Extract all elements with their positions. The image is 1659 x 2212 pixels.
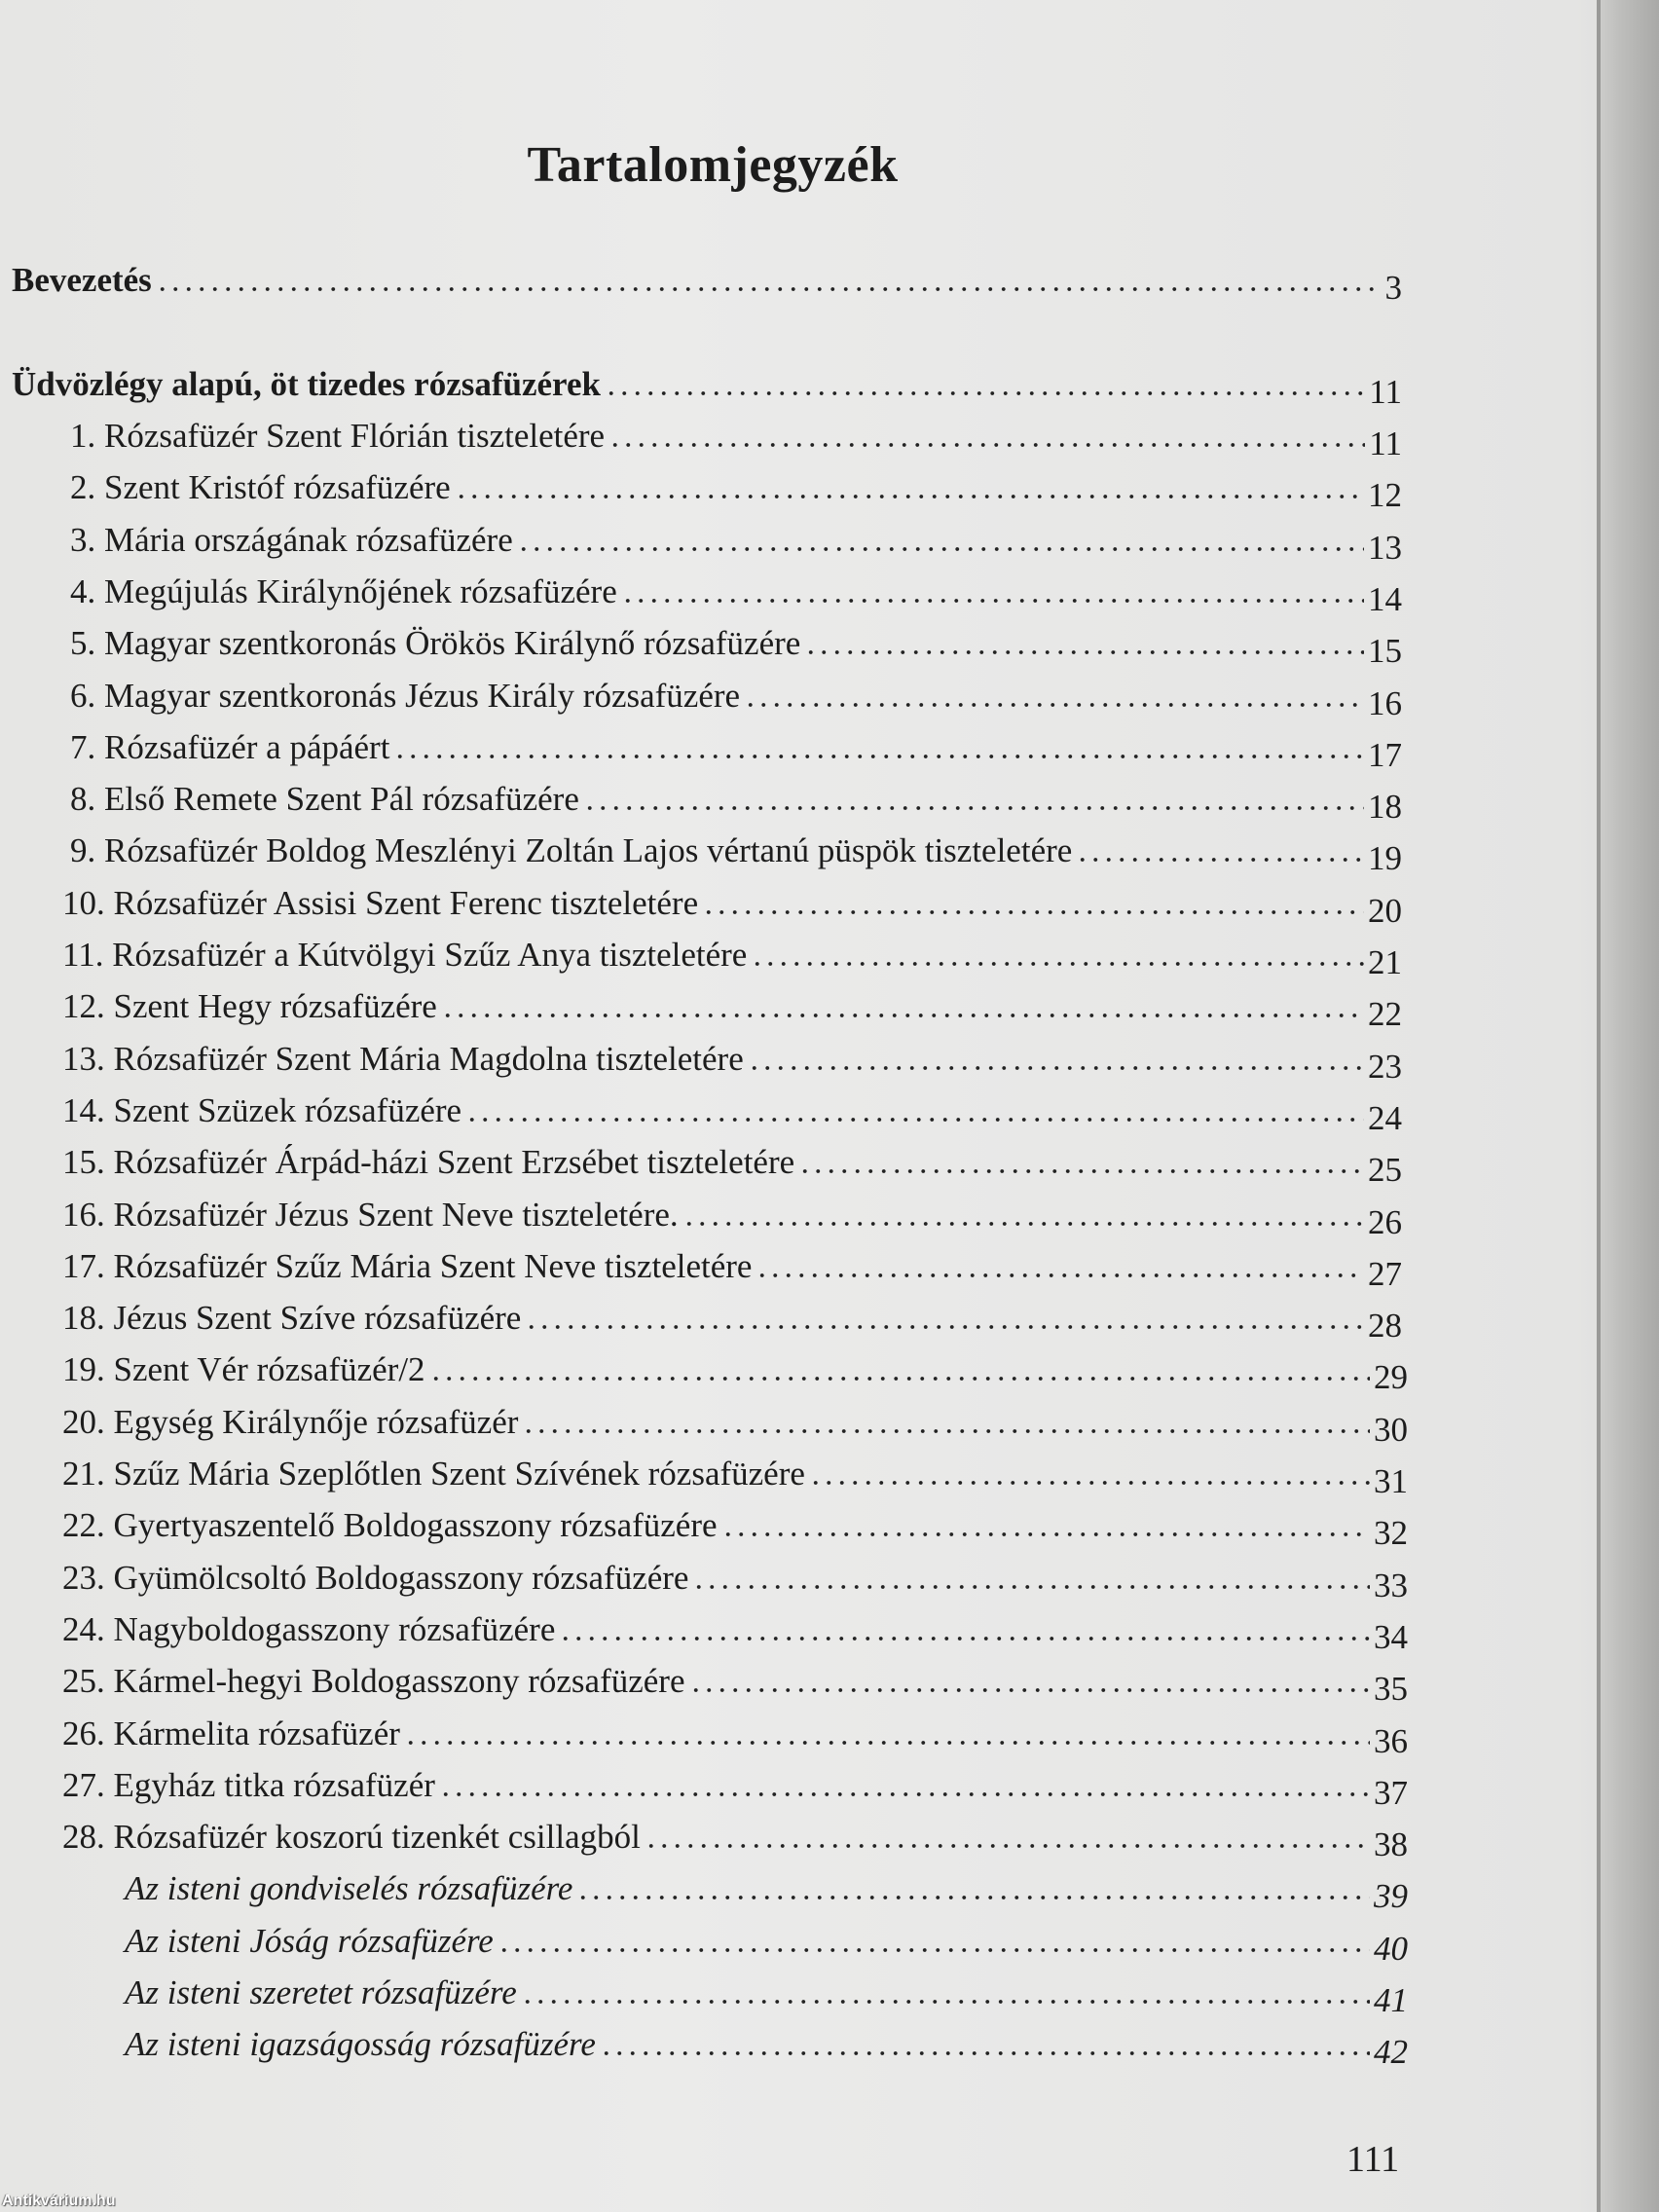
toc-entry[interactable] bbox=[70, 563, 1402, 618]
dot-leader bbox=[576, 1895, 1370, 1900]
toc-entry[interactable] bbox=[62, 1705, 1408, 1760]
toc-label: 19. Szent Vér rózsafüzér/2 bbox=[62, 1350, 425, 1389]
toc-page: 40 bbox=[1374, 1929, 1408, 1968]
toc-page: 13 bbox=[1368, 528, 1402, 567]
toc-label: 15. Rózsafüzér Árpád-házi Szent Erzsébet tiszteletére bbox=[62, 1143, 795, 1182]
toc-page: 24 bbox=[1368, 1098, 1402, 1137]
dot-leader bbox=[429, 1376, 1370, 1382]
toc-page: 31 bbox=[1374, 1462, 1408, 1500]
toc-label: 21. Szűz Mária Szeplőtlen Szent Szívének rózsafüzére bbox=[62, 1455, 805, 1493]
toc-page: 3 bbox=[1384, 269, 1402, 307]
dot-leader bbox=[645, 1843, 1370, 1849]
toc-entry[interactable] bbox=[62, 1808, 1408, 1864]
toc-page: 19 bbox=[1368, 839, 1402, 878]
toc-page: 29 bbox=[1374, 1358, 1408, 1397]
toc-page: 20 bbox=[1368, 891, 1402, 930]
toc-label: 27. Egyház titka rózsafüzér bbox=[62, 1765, 435, 1804]
toc-section-heading[interactable] bbox=[12, 355, 1402, 411]
dot-leader bbox=[393, 754, 1364, 759]
toc-entry[interactable] bbox=[70, 667, 1402, 722]
dot-leader bbox=[748, 1065, 1364, 1071]
toc-page: 37 bbox=[1374, 1773, 1408, 1812]
toc-label: 28. Rózsafüzér koszorú tizenkét csillagból bbox=[62, 1818, 641, 1857]
toc-entry[interactable] bbox=[62, 1549, 1408, 1604]
toc-label: 2. Szent Kristóf rózsafüzére bbox=[70, 468, 451, 507]
dot-leader bbox=[521, 1999, 1370, 2005]
toc-page: 18 bbox=[1368, 788, 1402, 827]
page-title: Tartalomjegyzék bbox=[527, 137, 899, 193]
toc-entry[interactable] bbox=[62, 926, 1402, 981]
toc-label: 5. Magyar szentkoronás Örökös Királynő rózsafüzére bbox=[70, 624, 801, 663]
toc-entry[interactable] bbox=[62, 1186, 1402, 1241]
toc-entry[interactable] bbox=[70, 459, 1402, 515]
toc-label: 3. Mária országának rózsafüzére bbox=[70, 520, 513, 559]
dot-leader bbox=[721, 1531, 1370, 1537]
dot-leader bbox=[525, 1324, 1364, 1330]
toc-entry[interactable] bbox=[62, 1082, 1402, 1137]
toc-label: 11. Rózsafüzér a Kútvölgyi Szűz Anya tiszteletére bbox=[62, 936, 748, 974]
toc-page: 25 bbox=[1368, 1151, 1402, 1190]
adjacent-page-edge bbox=[1597, 0, 1659, 2212]
watermark: Antikvárium.hu bbox=[2, 2193, 116, 2209]
toc-entry[interactable] bbox=[62, 1601, 1408, 1656]
toc-entry[interactable] bbox=[70, 407, 1402, 462]
dot-leader bbox=[798, 1168, 1364, 1174]
toc-page: 23 bbox=[1368, 1047, 1402, 1086]
dot-leader bbox=[751, 961, 1364, 967]
toc-label: Az isteni igazságosság rózsafüzére bbox=[125, 2025, 596, 2064]
toc-entry[interactable] bbox=[62, 1393, 1408, 1449]
toc-label: 9. Rózsafüzér Boldog Meszlényi Zoltán Lajos vértanú püspök tiszteletére bbox=[70, 831, 1073, 870]
toc-page: 16 bbox=[1368, 683, 1402, 722]
toc-entry[interactable] bbox=[70, 770, 1402, 827]
toc-label: 25. Kármel-hegyi Boldogasszony rózsafüzére bbox=[62, 1662, 685, 1701]
dot-leader bbox=[404, 1740, 1370, 1746]
toc-page: 27 bbox=[1368, 1254, 1402, 1293]
toc-sub-entry[interactable] bbox=[125, 2015, 1408, 2072]
dot-leader bbox=[692, 1584, 1370, 1590]
dot-leader bbox=[689, 1687, 1370, 1693]
toc-label: Üdvözlégy alapú, öt tizedes rózsafüzérek bbox=[12, 365, 601, 403]
toc-label: Az isteni szeretet rózsafüzére bbox=[125, 1973, 517, 2011]
toc-label: 26. Kármelita rózsafüzér bbox=[62, 1714, 400, 1752]
toc-label: 4. Megújulás Királynőjének rózsafüzére bbox=[70, 571, 617, 610]
dot-leader bbox=[682, 1221, 1364, 1227]
toc-label: 22. Gyertyaszentelő Boldogasszony rózsafüzére bbox=[62, 1506, 718, 1545]
dot-leader bbox=[156, 286, 1382, 292]
toc-page: 17 bbox=[1368, 735, 1402, 774]
toc-label: 10. Rózsafüzér Assisi Szent Ferenc tiszteletére bbox=[62, 883, 699, 922]
toc-page: 42 bbox=[1374, 2033, 1408, 2072]
toc-label: Bevezetés bbox=[12, 261, 152, 299]
toc-entry[interactable] bbox=[70, 719, 1402, 774]
dot-leader bbox=[455, 494, 1364, 499]
toc-page: 12 bbox=[1368, 476, 1402, 515]
toc-entry[interactable] bbox=[62, 1237, 1402, 1293]
toc-page: 35 bbox=[1374, 1670, 1408, 1709]
dot-leader bbox=[583, 805, 1364, 811]
toc-entry-intro[interactable] bbox=[12, 251, 1402, 307]
toc-entry[interactable] bbox=[62, 1030, 1402, 1086]
toc-entry[interactable] bbox=[62, 874, 1402, 930]
toc-page: 22 bbox=[1368, 995, 1402, 1034]
toc-page: 15 bbox=[1368, 632, 1402, 671]
toc-page: 30 bbox=[1374, 1410, 1408, 1449]
toc-page: 39 bbox=[1374, 1877, 1408, 1916]
toc-label: 1. Rózsafüzér Szent Flórián tiszteletére bbox=[70, 417, 606, 455]
toc-entry[interactable] bbox=[70, 511, 1402, 567]
dot-leader bbox=[756, 1272, 1364, 1278]
dot-leader bbox=[702, 909, 1364, 915]
toc-entry[interactable] bbox=[62, 977, 1402, 1034]
dot-leader bbox=[465, 1117, 1364, 1123]
dot-leader bbox=[608, 442, 1365, 448]
dot-leader bbox=[600, 2050, 1370, 2056]
toc-label: 17. Rózsafüzér Szűz Mária Szent Neve tiszteletére bbox=[62, 1246, 753, 1285]
toc-label: 23. Gyümölcsoltó Boldogasszony rózsafüzére bbox=[62, 1558, 689, 1597]
toc-entry[interactable] bbox=[62, 1756, 1408, 1812]
toc-label: Az isteni gondviselés rózsafüzére bbox=[125, 1869, 573, 1908]
toc-page: 21 bbox=[1368, 943, 1402, 981]
toc-page: 32 bbox=[1374, 1514, 1408, 1553]
toc-entry[interactable] bbox=[70, 822, 1402, 878]
toc-page: 26 bbox=[1368, 1202, 1402, 1241]
toc-label: Az isteni Jóság rózsafüzére bbox=[125, 1921, 494, 1960]
dot-leader bbox=[744, 702, 1364, 708]
toc-page: 11 bbox=[1369, 373, 1402, 411]
dot-leader bbox=[522, 1428, 1370, 1434]
toc-page: 11 bbox=[1369, 424, 1402, 462]
dot-leader bbox=[439, 1791, 1370, 1797]
toc-label: 6. Magyar szentkoronás Jézus Király rózsafüzére bbox=[70, 676, 741, 715]
toc-label: 16. Rózsafüzér Jézus Szent Neve tiszteletére. bbox=[62, 1195, 679, 1234]
page-number: 111 bbox=[1346, 2139, 1400, 2180]
dot-leader bbox=[517, 546, 1364, 552]
dot-leader bbox=[498, 1947, 1370, 1953]
toc-entry[interactable] bbox=[62, 1496, 1408, 1553]
toc-label: 20. Egység Királynője rózsafüzér bbox=[62, 1402, 519, 1441]
toc-page: 34 bbox=[1374, 1617, 1408, 1656]
dot-leader bbox=[1076, 857, 1364, 863]
toc-label: 18. Jézus Szent Szíve rózsafüzére bbox=[62, 1299, 522, 1338]
toc-sub-entry[interactable] bbox=[125, 1860, 1408, 1916]
toc-sub-entry[interactable] bbox=[125, 1964, 1408, 2019]
toc-entry[interactable] bbox=[70, 614, 1402, 671]
toc-page: 33 bbox=[1374, 1566, 1408, 1604]
toc-page: 38 bbox=[1374, 1825, 1408, 1864]
toc-entry[interactable] bbox=[62, 1289, 1402, 1346]
toc-label: 24. Nagyboldogasszony rózsafüzére bbox=[62, 1609, 556, 1648]
toc-page: 28 bbox=[1368, 1307, 1402, 1346]
dot-leader bbox=[621, 598, 1364, 604]
toc-entry[interactable] bbox=[62, 1341, 1408, 1397]
toc-label: 12. Szent Hegy rózsafüzére bbox=[62, 987, 437, 1026]
toc-entry[interactable] bbox=[62, 1445, 1408, 1500]
toc-label: 8. Első Remete Szent Pál rózsafüzére bbox=[70, 780, 579, 819]
toc-entry[interactable] bbox=[62, 1652, 1408, 1709]
dot-leader bbox=[605, 390, 1365, 396]
toc-page: 14 bbox=[1368, 579, 1402, 618]
toc-page: 36 bbox=[1374, 1721, 1408, 1760]
dot-leader bbox=[441, 1013, 1364, 1018]
toc-entry[interactable] bbox=[62, 1133, 1402, 1190]
toc-sub-entry[interactable] bbox=[125, 1912, 1408, 1968]
dot-leader bbox=[809, 1480, 1370, 1486]
toc-label: 7. Rózsafüzér a pápáért bbox=[70, 727, 390, 766]
toc-label: 14. Szent Szüzek rózsafüzére bbox=[62, 1090, 462, 1129]
toc-page: 41 bbox=[1374, 1981, 1408, 2019]
dot-leader bbox=[804, 649, 1364, 655]
dot-leader bbox=[559, 1636, 1370, 1641]
toc-label: 13. Rózsafüzér Szent Mária Magdolna tiszteletére bbox=[62, 1039, 744, 1078]
